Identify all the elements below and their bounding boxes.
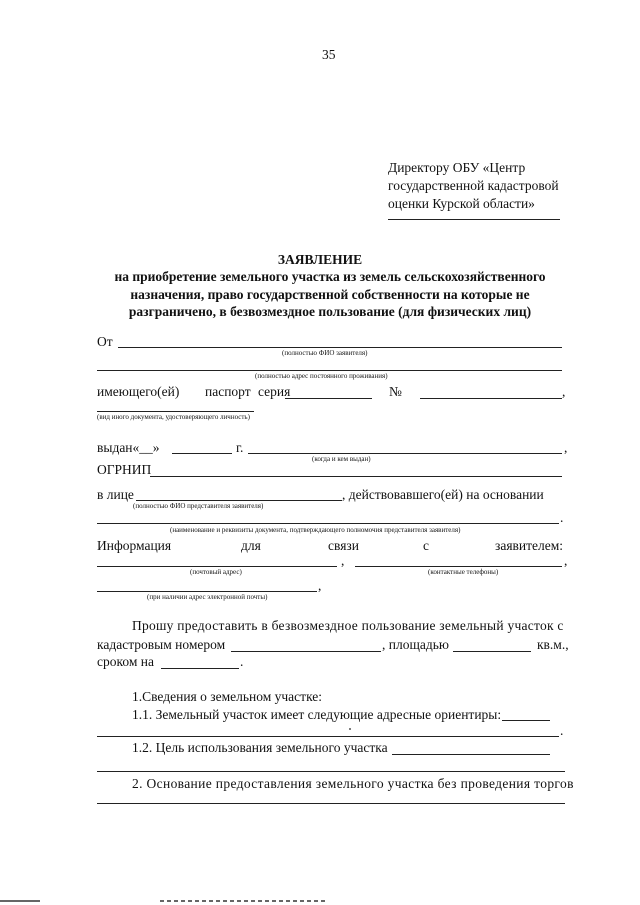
hint-issued-by: (когда и кем выдан) xyxy=(312,455,371,463)
other-document-field[interactable] xyxy=(97,411,254,412)
issued-month-field[interactable] xyxy=(172,453,232,454)
section-1-2-inline-field[interactable] xyxy=(392,754,550,755)
section-1-1-inline-field[interactable] xyxy=(502,720,550,721)
addressee-line-1: Директору ОБУ «Центр xyxy=(388,160,526,175)
comma-5: , xyxy=(318,578,322,593)
section-1-1-field[interactable] xyxy=(97,736,559,737)
term-field[interactable] xyxy=(161,668,239,669)
term-label: сроком на xyxy=(97,654,154,669)
info-word-4: с xyxy=(423,538,429,553)
cadastral-label: кадастровым номером xyxy=(97,637,226,652)
unit-label: кв.м., xyxy=(537,637,569,652)
section-1-2-field[interactable] xyxy=(97,771,565,772)
phones-field[interactable] xyxy=(355,566,562,567)
cadastral-number-field[interactable] xyxy=(231,651,381,652)
having-label: имеющего(ей) xyxy=(97,384,180,399)
addressee-signature-line[interactable] xyxy=(388,219,560,220)
section-1-1-label: 1.1. Земельный участок имеет следующие адресные ориентиры: xyxy=(132,707,502,722)
from-label: От xyxy=(97,334,113,349)
info-word-2: для xyxy=(241,538,261,553)
title-line-3: разграничено, в безвозмездное пользование (для физических лиц) xyxy=(128,304,532,319)
applicant-address-field[interactable] xyxy=(97,370,562,371)
comma-1: , xyxy=(562,384,566,399)
scan-artifact-left xyxy=(0,900,40,902)
in-person-label: в лице xyxy=(97,487,134,502)
comma-3: , xyxy=(341,553,345,568)
section-2-label: 2. Основание предоставления земельного участка без проведения торгов xyxy=(132,776,574,791)
page-number: 35 xyxy=(322,47,336,62)
section-1-1-period: . xyxy=(560,723,564,738)
year-label: г. xyxy=(236,440,244,455)
ogrnip-field[interactable] xyxy=(150,476,562,477)
comma-2: , xyxy=(564,440,568,455)
passport-label: паспорт xyxy=(205,384,251,399)
addressee-line-3: оценки Курской области» xyxy=(388,196,535,211)
title-line-1: на приобретение земельного участка из земель сельскохозяйственного xyxy=(114,269,546,284)
area-label: , площадью xyxy=(382,637,449,652)
area-field[interactable] xyxy=(453,651,531,652)
series-label: серия xyxy=(258,384,291,399)
applicant-fio-field[interactable] xyxy=(118,347,562,348)
hint-applicant-fio: (полностью ФИО заявителя) xyxy=(282,349,368,357)
email-field[interactable] xyxy=(97,591,317,592)
addressee-line-2: государственной кадастровой xyxy=(388,178,559,193)
comma-4: , xyxy=(564,553,568,568)
hint-applicant-address: (полностью адрес постоянного проживания) xyxy=(255,372,388,380)
acting-label: , действовавшего(ей) на основании xyxy=(342,487,544,502)
info-word-1: Информация xyxy=(97,538,172,553)
period-1: . xyxy=(560,510,564,525)
ogrnip-label: ОГРНИП xyxy=(97,462,152,477)
issued-by-field[interactable] xyxy=(248,453,562,454)
hint-other-document: (вид иного документа, удостоверяющего личность) xyxy=(97,413,250,421)
scan-speck xyxy=(349,728,351,730)
hint-phones: (контактные телефоны) xyxy=(428,568,499,576)
info-word-3: связи xyxy=(328,538,359,553)
scan-artifact-center xyxy=(160,900,328,902)
hint-email: (при наличии адрес электронной почты) xyxy=(147,593,268,601)
passport-series-field[interactable] xyxy=(285,398,372,399)
info-word-5: заявителем: xyxy=(495,538,564,553)
document-heading: ЗАЯВЛЕНИЕ xyxy=(277,252,363,267)
term-period: . xyxy=(240,654,244,669)
section-2-field[interactable] xyxy=(97,803,565,804)
number-label: № xyxy=(389,384,402,399)
representative-fio-field[interactable] xyxy=(136,500,342,501)
authority-document-field[interactable] xyxy=(97,523,559,524)
request-line-1: Прошу предоставить в безвозмездное пользование земельный участок с xyxy=(132,618,564,633)
section-1-heading: 1.Сведения о земельном участке: xyxy=(132,689,323,704)
issued-label: выдан«__» xyxy=(97,440,160,455)
section-1-2-label: 1.2. Цель использования земельного участка xyxy=(132,740,388,755)
hint-representative-fio: (полностью ФИО представителя заявителя) xyxy=(133,502,264,510)
passport-number-field[interactable] xyxy=(420,398,562,399)
hint-authority-document: (наименование и реквизиты документа, подтверждающего полномочия представителя заявителя) xyxy=(170,526,461,534)
title-line-2: назначения, право государственной собственности на которые не xyxy=(130,287,530,302)
hint-postal-address: (почтовый адрес) xyxy=(190,568,242,576)
postal-address-field[interactable] xyxy=(97,566,337,567)
